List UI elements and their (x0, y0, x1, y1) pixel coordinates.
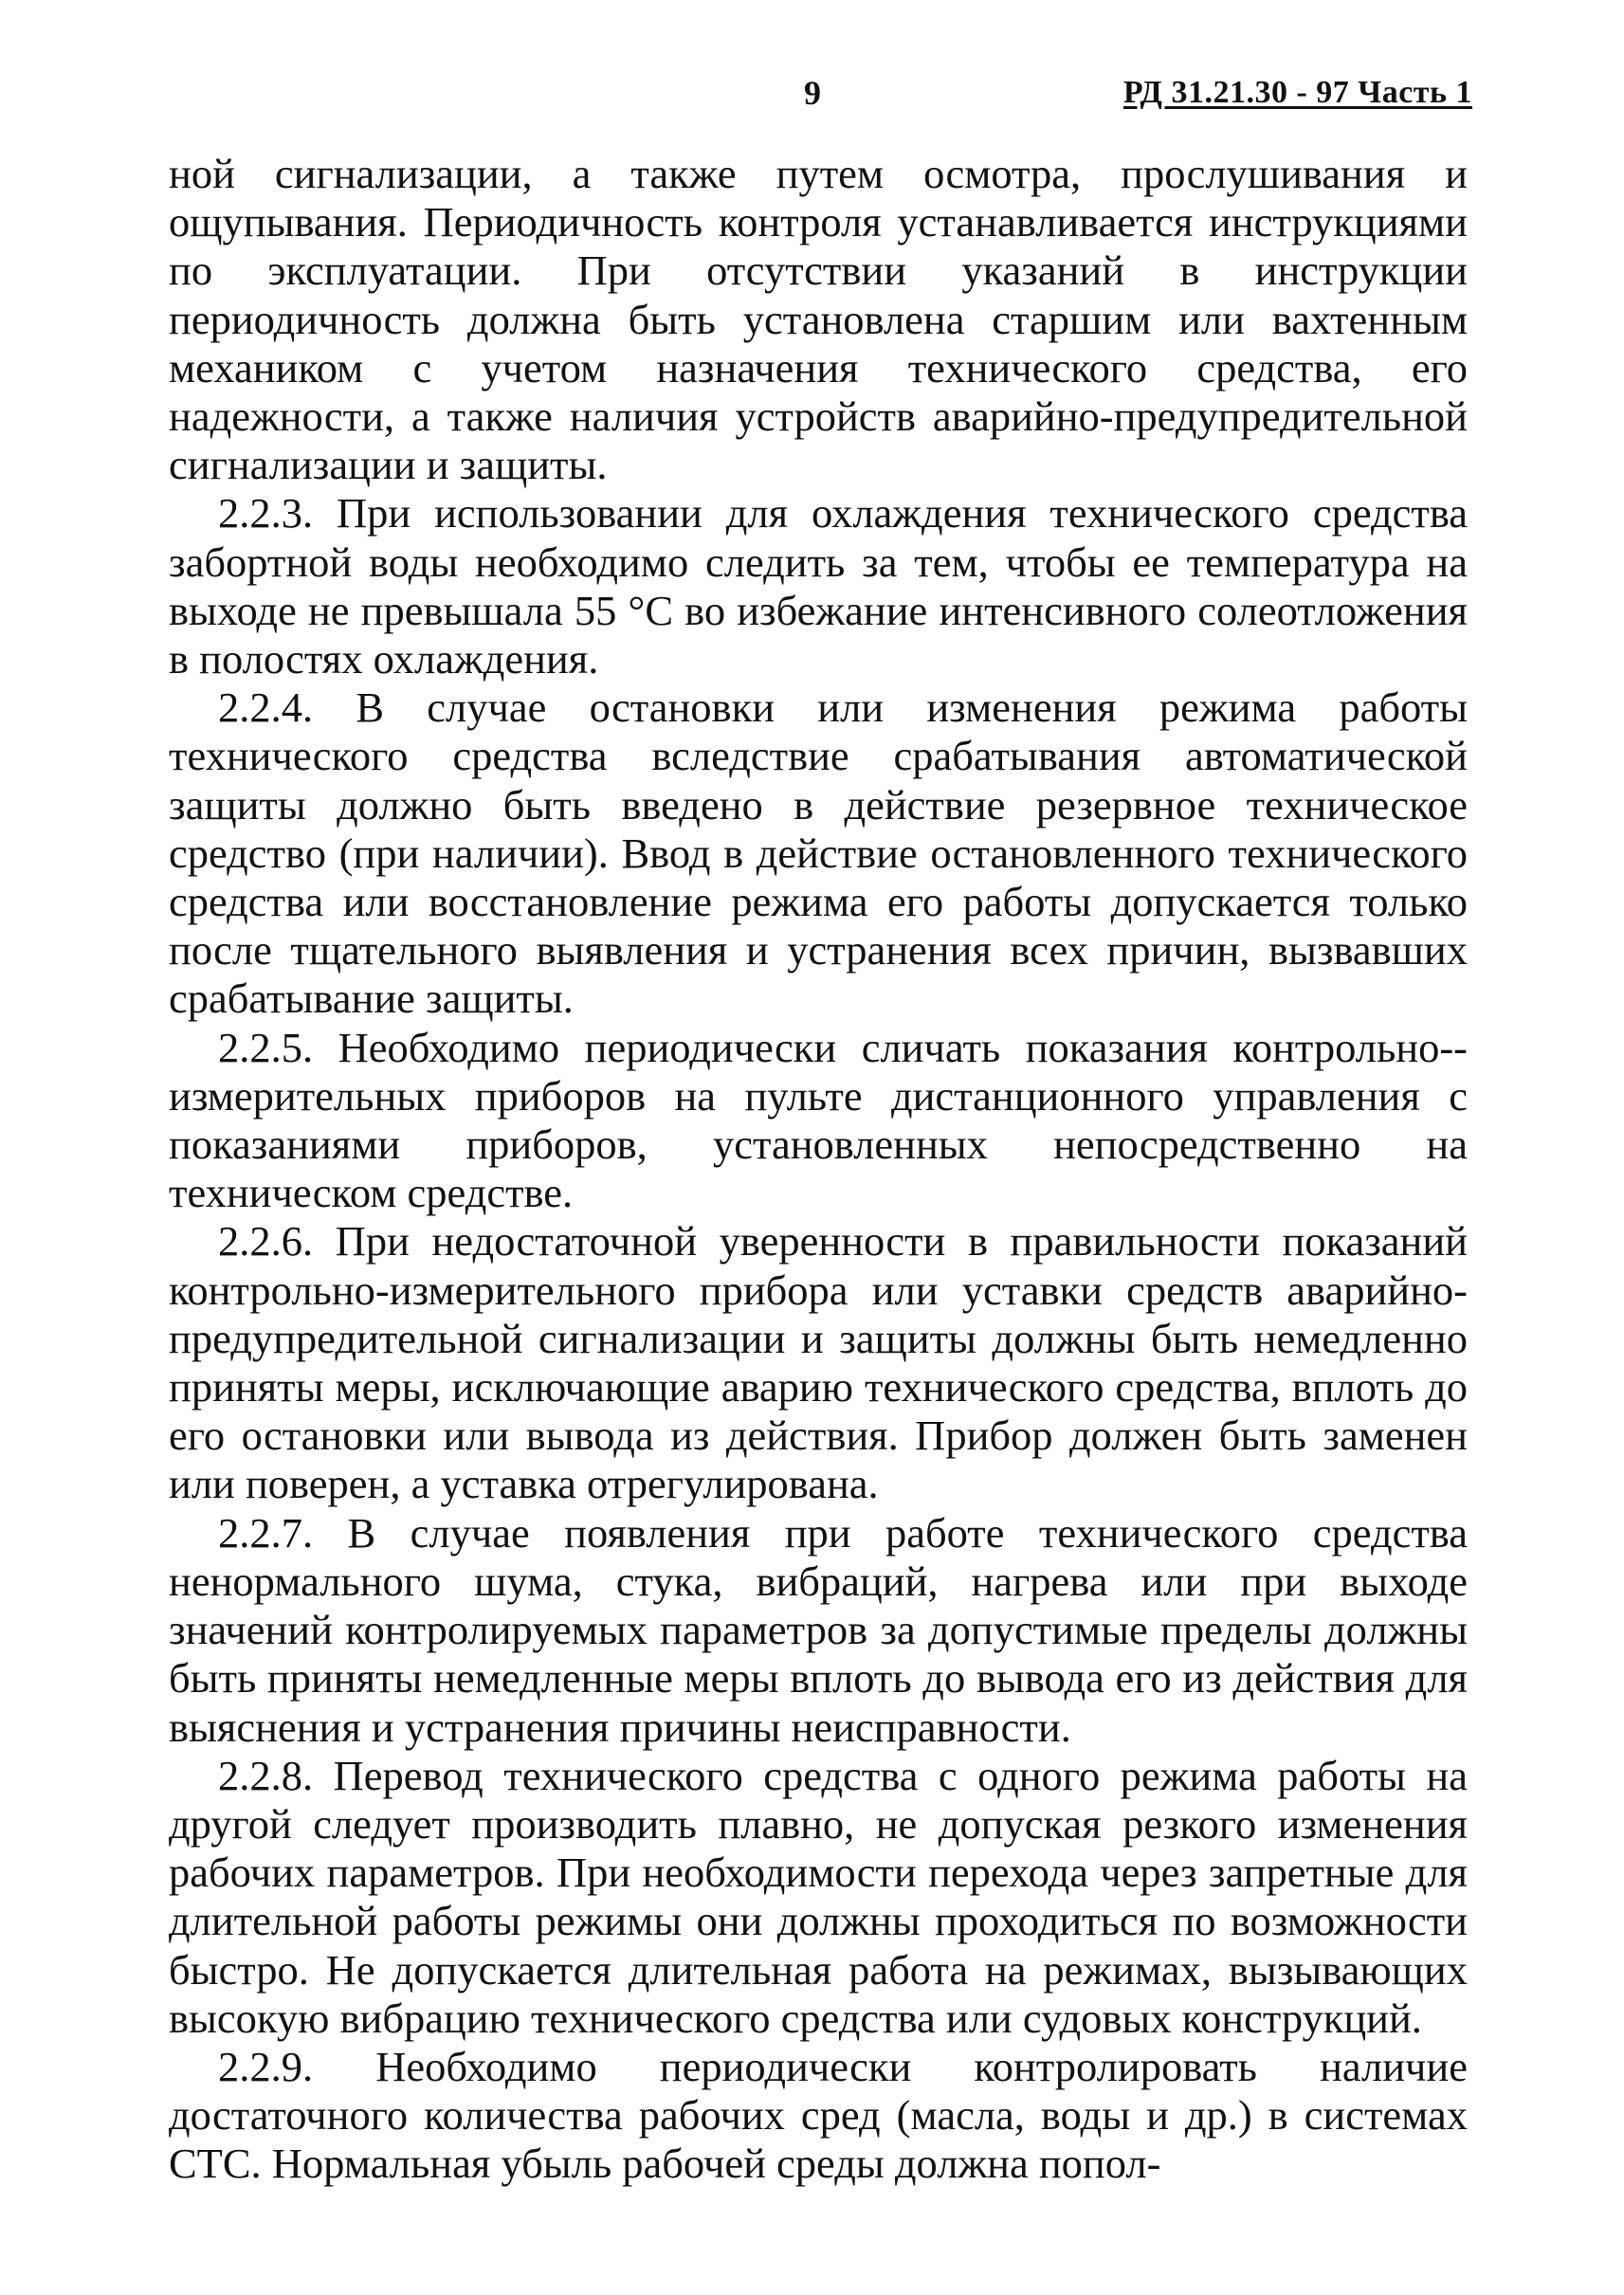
paragraph-continued: ной сигнализации, а также путем осмотра, прослушивания и ощупывания. Периодичность контроля устанавливается инструкциями по эксплуатации. При отсутствии указаний в инструкции периодичность должна быть установлена старшим или вахтенным механиком с учетом назначения технического средства, его надежности, а также наличия устройств аварийно-предупредительной сигнализации и защиты. (169, 150, 1468, 489)
paragraph-2-2-6: 2.2.6. При недостаточной уверенности в правильности показаний контрольно-измерительного прибора или уставки средств аварийно-предупредительной сигнализации и защиты должны быть немедленно приняты меры, исключающие аварию технического средства, вплоть до его остановки или вывода из действия. Прибор должен быть заменен или поверен, а уставка отрегулирована. (169, 1217, 1468, 1508)
paragraph-2-2-9: 2.2.9. Необходимо периодически контролировать наличие достаточного количества рабочих сред (масла, воды и др.) в системах СТС. Нормальная убыль рабочей среды должна попол- (169, 2042, 1468, 2188)
paragraph-2-2-4: 2.2.4. В случае остановки или изменения режима работы технического средства вследствие срабатывания автоматической защиты должно быть введено в действие резервное техническое средство (при наличии). Ввод в действие остановленного технического средства или восстановление режима его работы допускается только после тщательного выявления и устранения всех причин, вызвавших срабатывание защиты. (169, 683, 1468, 1023)
document-body (169, 150, 1468, 2189)
document-code: РД 31.21.30 - 97 Часть 1 (1122, 75, 1472, 110)
paragraph-2-2-3: 2.2.3. При использовании для охлаждения технического средства забортной воды необходимо следить за тем, чтобы ее температура на выходе не превышала 55 °С во избежание интенсивного солеотложения в полостях охлаждения. (169, 489, 1468, 683)
paragraph-2-2-5: 2.2.5. Необходимо периодически сличать показания контрольно--измерительных приборов на пульте дистанционного управления с показаниями приборов, установленных непосредственно на техническом средстве. (169, 1023, 1468, 1217)
page-header (0, 74, 1624, 116)
paragraph-2-2-8: 2.2.8. Перевод технического средства с одного режима работы на другой следует производить плавно, не допуская резкого изменения рабочих параметров. При необходимости перехода через запретные для длительной работы режимы они должны проходиться по возможности быстро. Не допускается длительная работа на режимах, вызывающих высокую вибрацию технического средства или судовых конструкций. (169, 1751, 1468, 2042)
paragraph-2-2-7: 2.2.7. В случае появления при работе технического средства ненормального шума, стука, вибраций, нагрева или при выходе значений контролируемых параметров за допустимые пределы должны быть приняты немедленные меры вплоть до вывода его из действия для выяснения и устранения причины неисправности. (169, 1508, 1468, 1751)
page-number: 9 (804, 74, 821, 112)
